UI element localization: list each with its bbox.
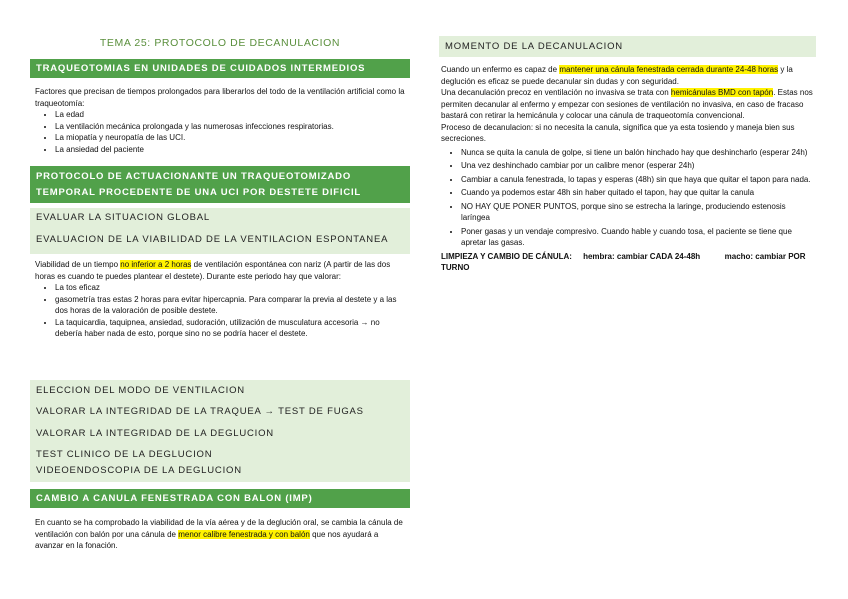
- highlighted-text: hemicánulas BMD con tapón: [670, 88, 774, 97]
- list-item: • La taquicardia, taquipnea, ansiedad, sudoración, utilización de musculatura accesoria → no debería haber nada de esto, porque sino no se podría hacer el destete.: [55, 317, 407, 340]
- subheader-line: VALORAR LA INTEGRIDAD DE LA TRAQUEA → TEST DE FUGAS: [36, 406, 364, 417]
- list-item: • Cambiar a canula fenestrada, lo tapas y esperas (48h) sin que haya que quitar el tapon para nada.: [461, 174, 813, 186]
- text-run: Proceso de decanulacion: si no necesita la canula, significa que ya esta tosiendo y maneja bien sus secreciones.: [441, 122, 795, 143]
- list-item: • La ansiedad del paciente: [55, 144, 405, 156]
- list-item: • Nunca se quita la canula de golpe, si tiene un balón hinchado hay que deshincharlo (esperar 24h): [461, 147, 813, 159]
- valorar-list: [35, 282, 407, 340]
- text-run: y la deglución es eficaz se puede decanular sin dudas y con seguridad.: [441, 65, 793, 86]
- subheader-line: EVALUACION DE LA VIABILIDAD DE LA VENTILACION ESPONTANEA: [36, 234, 389, 245]
- subheader-line: VIDEOENDOSCOPIA DE LA DEGLUCION: [36, 465, 242, 476]
- list-item: • La tos eficaz: [55, 282, 407, 294]
- text-run: . Estas nos permiten decanular al enfermo y empezar con sesiones de ventilación no invasiva, en caso de fracaso bastará con retirar la hemicánula y colocar una cánula de traqueotomía convencional.: [441, 88, 813, 120]
- decanulacion-steps-list: [441, 147, 813, 249]
- intro-text: Factores que precisan de tiempos prolongados para liberarlos del todo de la ventilación artificial como la traqueotomía:: [35, 87, 405, 108]
- section-body-traqueotomias: [35, 86, 405, 155]
- subheader-evaluar-situacion: [30, 208, 410, 254]
- text-run: Cuando un enfermo es capaz de: [441, 65, 560, 74]
- highlighted-text: mantener una cánula fenestrada cerrada durante 24-48 horas: [559, 65, 779, 74]
- factor-list: [35, 109, 405, 155]
- highlighted-text: menor calibre fenestrada y con balón: [178, 529, 310, 539]
- list-item: • Una vez deshinchado cambiar por un calibre menor (esperar 24h): [461, 160, 813, 172]
- text-run: Viabilidad de un tiempo: [35, 260, 121, 269]
- subheader-block-ventilacion: [30, 380, 410, 482]
- list-item: • La miopatía y neuropatía de las UCI.: [55, 132, 405, 144]
- text-run: que nos ayudará a avanzar en la fonación.: [35, 529, 379, 550]
- section-header-traqueotomias: TRAQUEOTOMIAS EN UNIDADES DE CUIDADOS INTERMEDIOS: [30, 59, 410, 78]
- page-title: TEMA 25: PROTOCOLO DE DECANULACION: [99, 37, 341, 49]
- subheader-line: TEST CLINICO DE LA DEGLUCION: [36, 449, 213, 460]
- section-body-decanulacion: [441, 64, 813, 274]
- text-run: LIMPIEZA Y CAMBIO DE CÁNULA:: [441, 251, 572, 261]
- section-body-cambio-canula: [35, 517, 407, 552]
- list-item: • La edad: [55, 109, 405, 121]
- text-run: Una decanulación precoz en ventilación no invasiva se trata con: [441, 88, 671, 97]
- list-item: • NO HAY QUE PONER PUNTOS, porque sino se estrecha la laringe, produciendo estenosis laríngea: [461, 201, 813, 224]
- highlighted-text: no inferior a 2 horas: [120, 260, 192, 269]
- subheader-line: ELECCION DEL MODO DE VENTILACION: [36, 385, 245, 396]
- subheader-line: VALORAR LA INTEGRIDAD DE LA DEGLUCION: [36, 428, 274, 439]
- text-run: En cuanto se ha comprobado la viabilidad de la vía aérea y de la deglución oral, se cambia la cánula de ventilación con balón por una cánula de: [35, 518, 403, 539]
- list-item: • Cuando ya podemos estar 48h sin haber quitado el tapon, hay que quitar la canula: [461, 187, 813, 199]
- section-header-cambio-canula: CAMBIO A CANULA FENESTRADA CON BALON (IMP): [30, 489, 410, 508]
- section-header-protocolo: PROTOCOLO DE ACTUACIONANTE UN TRAQUEOTOMIZADO TEMPORAL PROCEDENTE DE UNA UCI POR DESTETE DIFICIL: [30, 166, 410, 203]
- section-header-momento-decanulacion: MOMENTO DE LA DECANULACION: [439, 36, 816, 57]
- subheader-line: EVALUAR LA SITUACION GLOBAL: [36, 212, 211, 223]
- list-item: • La ventilación mecánica prolongada y las numerosas infecciones respiratorias.: [55, 121, 405, 133]
- text-run: hembra: cambiar CADA 24-48h: [583, 251, 701, 261]
- list-item: • Poner gasas y un vendaje compresivo. Cuando hable y cuando tosa, el paciente se tiene que apretar las gasas.: [461, 226, 813, 249]
- text-run: macho: cambiar POR TURNO: [441, 251, 806, 272]
- limpieza-line: [441, 251, 813, 274]
- list-item: • gasometría tras estas 2 horas para evitar hipercapnia. Para comparar la previa al destete y a las dos horas de la valoración de posible destete.: [55, 294, 407, 317]
- section-body-viabilidad: [35, 259, 407, 340]
- text-run: de ventilación espontánea con nariz (A partir de las dos horas es cuando te puedes plantear el destete). Durante este periodo hay que valorar:: [35, 260, 391, 281]
